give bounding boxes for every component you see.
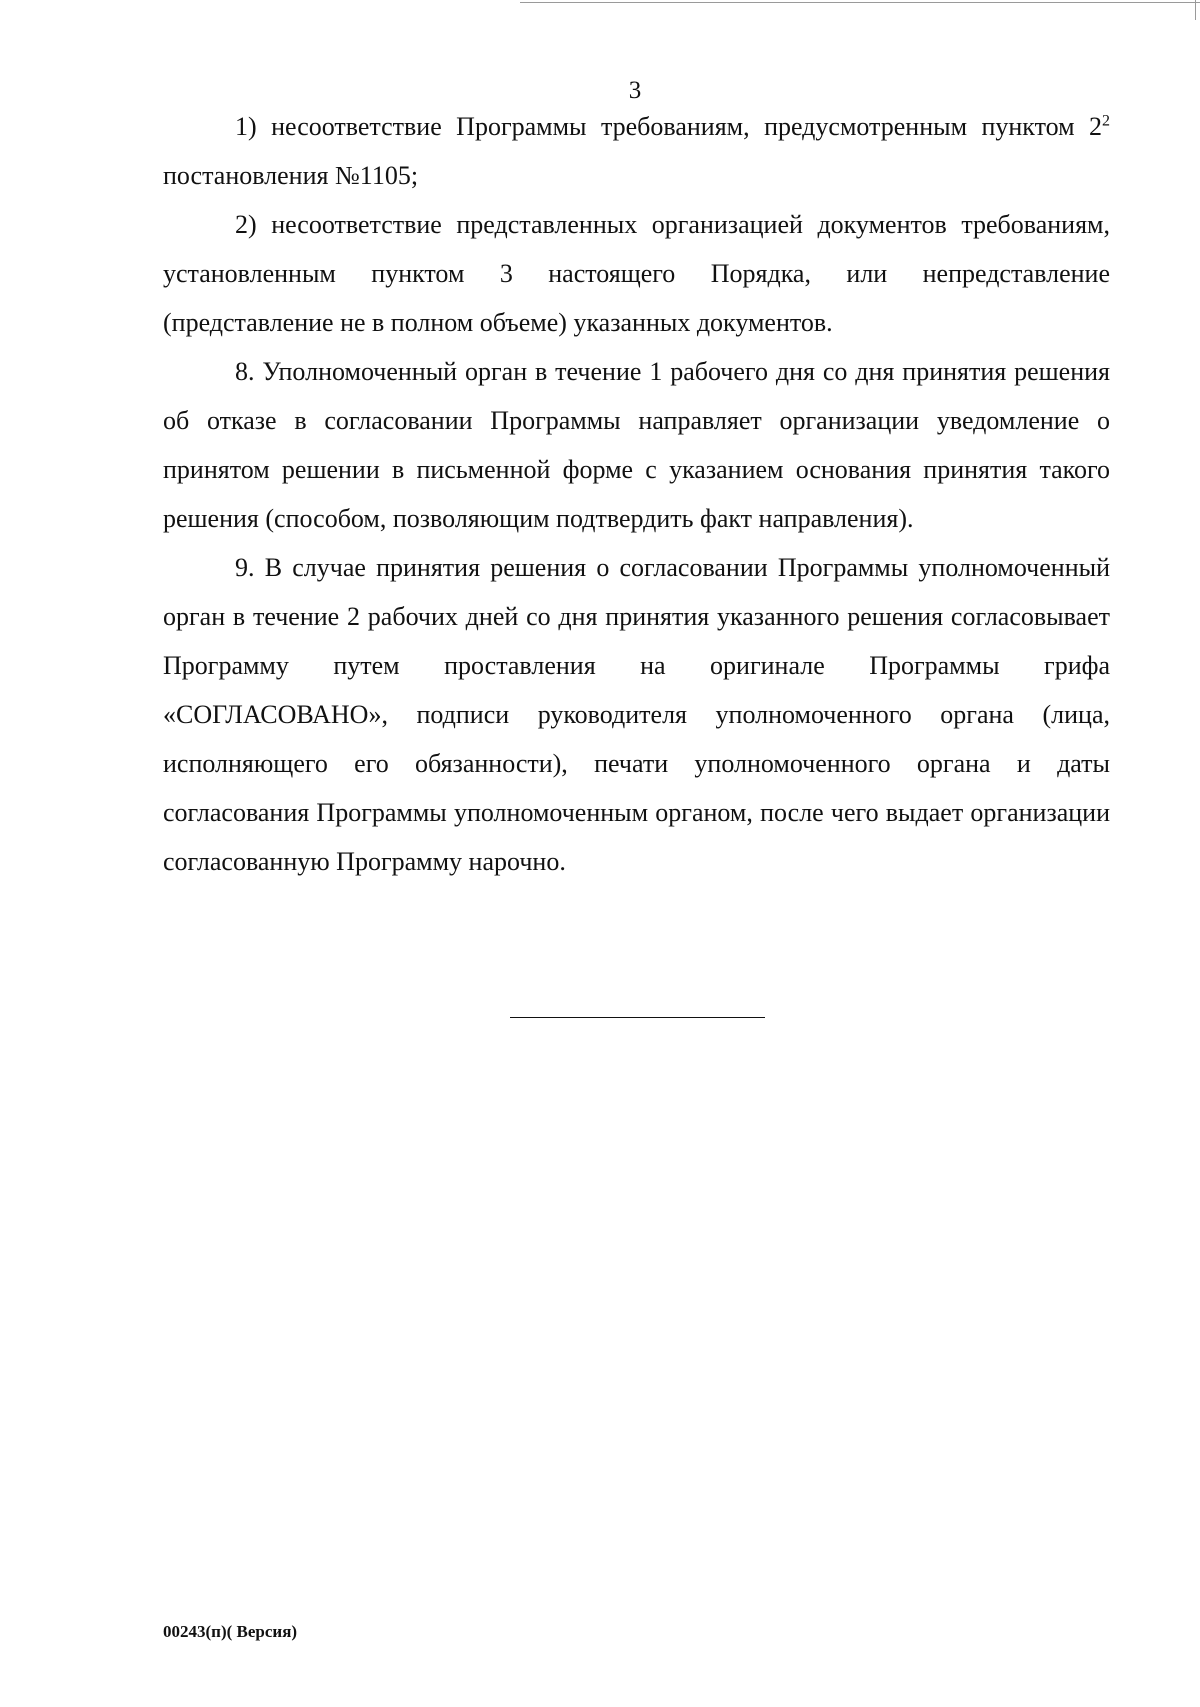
list-item-1 xyxy=(163,102,1110,200)
end-separator-line xyxy=(510,1017,765,1018)
footer-document-code: 00243(п)( Версия) xyxy=(163,1622,298,1641)
page-number: 3 xyxy=(628,77,642,104)
scan-border-right xyxy=(1195,0,1196,20)
scan-border-top xyxy=(520,2,1200,3)
paragraph-9: 9. В случае принятия решения о согласовании Программы уполномоченный орган в течение 2 рабочих дней со дня принятия указанного решения согласовывает Программу путем проставления на оригинале Программы грифа «СОГЛАСОВАНО», подписи руководителя уполномоченного органа (лица, исполняющего его обязанности), печати уполномоченного органа и даты согласования Программы уполномоченным органом, после чего выдает организации согласованную Программу нарочно. xyxy=(163,553,1110,876)
list-item-1-text: 1) несоответствие Программы требованиям, предусмотренным пунктом 2 xyxy=(235,112,1102,141)
document-body xyxy=(163,102,1110,886)
paragraph-8: 8. Уполномоченный орган в течение 1 рабочего дня со дня принятия решения об отказе в согласовании Программы направляет организации уведомление о принятом решении в письменной форме с указанием основания принятия такого решения (способом, позволяющим подтвердить факт направления). xyxy=(163,357,1110,533)
list-item-1-tail: постановления №1105; xyxy=(163,161,419,190)
list-item-2: 2) несоответствие представленных организацией документов требованиям, установленным пунктом 3 настоящего Порядка, или непредставление (представление не в полном объеме) указанных документов. xyxy=(163,210,1110,337)
list-item-1-superscript: 2 xyxy=(1102,112,1110,130)
